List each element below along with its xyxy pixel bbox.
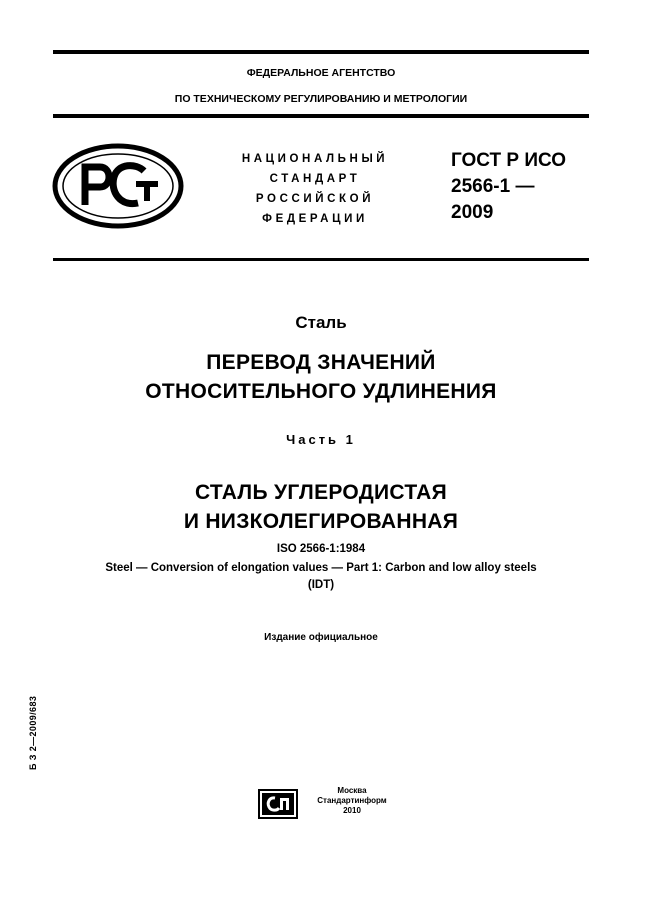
- gost-r-logo: [52, 143, 184, 234]
- standard-type-line-1: НАЦИОНАЛЬНЫЙ: [241, 153, 389, 165]
- standard-code: [451, 148, 566, 226]
- header-bottom-rule: [53, 258, 589, 261]
- publisher-city: Москва: [337, 786, 367, 795]
- standard-code-line-2: 2566-1 —: [451, 176, 535, 197]
- part-title: [53, 478, 589, 536]
- standard-type-line-3: РОССИЙСКОЙ: [255, 193, 375, 205]
- subtitle-line-1: ПЕРЕВОД ЗНАЧЕНИЙ: [206, 351, 436, 374]
- standard-type: [220, 149, 410, 229]
- side-code: Б З 2—2009/683: [28, 695, 38, 770]
- standard-type-line-2: СТАНДАРТ: [269, 173, 361, 185]
- publisher-logo: [258, 789, 298, 824]
- publisher-info: [302, 786, 402, 816]
- standard-code-line-1: ГОСТ Р ИСО: [451, 150, 567, 171]
- publisher-year: 2010: [343, 806, 361, 815]
- part-label: Часть 1: [286, 432, 356, 447]
- agency-line-1: ФЕДЕРАЛЬНОЕ АГЕНТСТВО: [246, 67, 396, 79]
- document-title: Сталь: [295, 313, 347, 332]
- publisher-name: Стандартинформ: [317, 796, 387, 805]
- agency-line-2: ПО ТЕХНИЧЕСКОМУ РЕГУЛИРОВАНИЮ И МЕТРОЛОГИИ: [174, 93, 468, 105]
- iso-equivalence: (IDT): [307, 579, 335, 591]
- agency-rule: [53, 114, 589, 118]
- standard-type-line-4: ФЕДЕРАЦИИ: [262, 213, 368, 225]
- part-title-line-1: СТАЛЬ УГЛЕРОДИСТАЯ: [194, 481, 448, 504]
- iso-english-title: [53, 560, 589, 594]
- subtitle-line-2: ОТНОСИТЕЛЬНОГО УДЛИНЕНИЯ: [145, 380, 497, 403]
- iso-number: ISO 2566-1:1984: [276, 543, 366, 555]
- part-title-line-2: И НИЗКОЛЕГИРОВАННАЯ: [183, 510, 459, 533]
- standard-code-line-3: 2009: [451, 202, 494, 223]
- edition-note: Издание официальное: [264, 632, 378, 643]
- document-subtitle: [53, 348, 589, 406]
- top-rule: [53, 50, 589, 54]
- iso-english-title-text: Steel — Conversion of elongation values — Part 1: Carbon and low alloy steels: [105, 562, 537, 574]
